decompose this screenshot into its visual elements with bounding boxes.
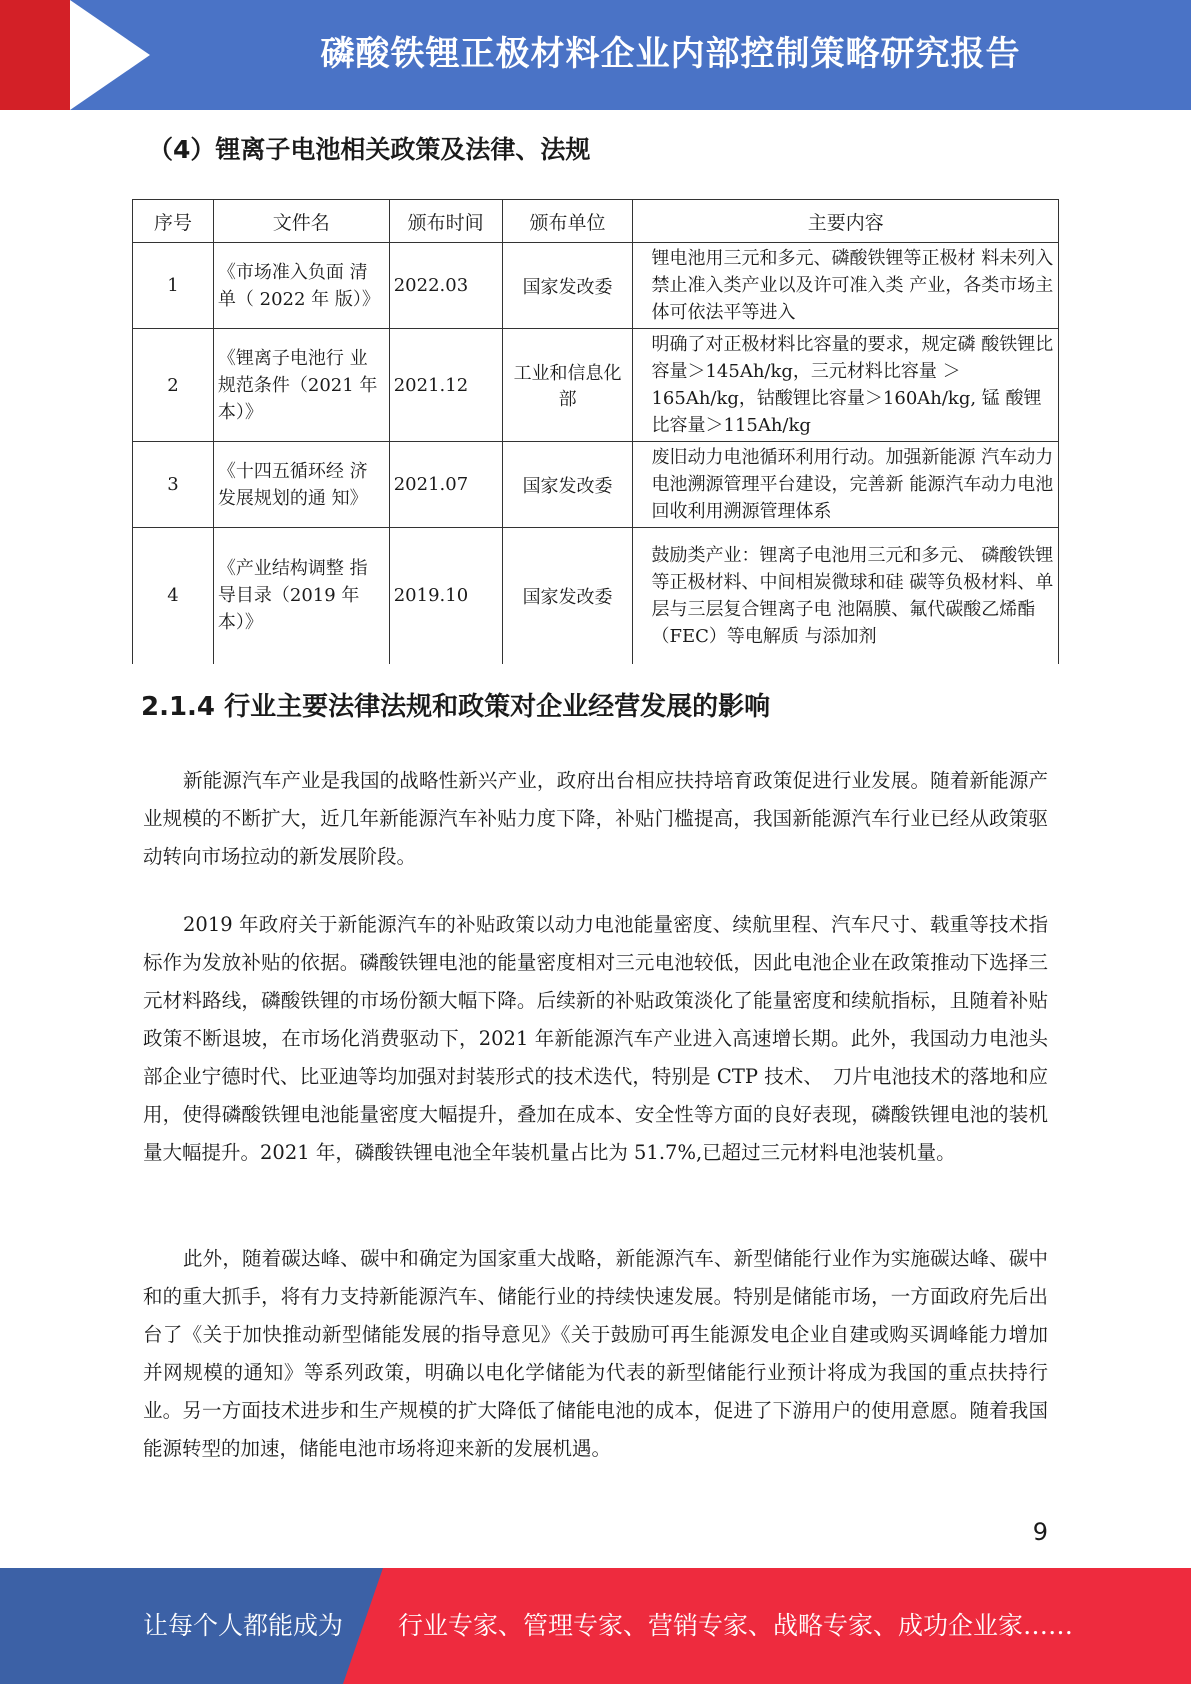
table-row [133, 442, 1059, 528]
col-header-issuer: 颁布单位 [502, 200, 633, 243]
row-name: 《锂离子电池行 业规范条件（2021 年本）》 [213, 329, 389, 442]
row-content: 鼓励类产业：锂离子电池用三元和多元、 磷酸铁锂等正极材料、中间相炭微球和硅 碳等负极材料、单层与三层复合锂离子电 池隔膜、氟代碳酸乙烯酯（FEC）等电解质 与添加剂 [633, 528, 1059, 664]
header-banner [0, 0, 1191, 110]
table-row [133, 329, 1059, 442]
footer-banner [0, 1568, 1191, 1684]
page-number: 9 [1032, 1518, 1048, 1546]
report-title: 磷酸铁锂正极材料企业内部控制策略研究报告 [320, 34, 1021, 74]
header-chevron-icon [70, 0, 150, 110]
row-name: 《产业结构调整 指导目录（2019 年本）》 [213, 528, 389, 664]
row-issuer: 国家发改委 [502, 528, 633, 664]
paragraph-2: 2019 年政府关于新能源汽车的补贴政策以动力电池能量密度、续航里程、汽车尺寸、载重等技术指标作为发放补贴的依据。磷酸铁锂电池的能量密度相对三元电池较低，因此电池企业在政策推动下选择三元材料路线，磷酸铁锂的市场份额大幅下降。后续新的补贴政策淡化了能量密度和续航指标，且随着补贴政策不断退坡，在市场化消费驱动下，2021 年新能源汽车产业进入高速增长期。此外，我国动力电池头部企业宁德时代、比亚迪等均加强对封装形式的技术迭代，特别是 CTP 技术、 刀片电池技术的落地和应用，使得磷酸铁锂电池能量密度大幅提升，叠加在成本、安全性等方面的良好表现，磷酸铁锂电池的装机量大幅提升。2021 年，磷酸铁锂电池全年装机量占比为 51.7%,已超过三元材料电池装机量。 [143, 913, 1048, 1164]
subsection-heading: 2.1.4 行业主要法律法规和政策对企业经营发展的影响 [141, 692, 771, 722]
col-header-content: 主要内容 [633, 200, 1059, 243]
col-header-date: 颁布时间 [389, 200, 502, 243]
paragraph-3: 此外，随着碳达峰、碳中和确定为国家重大战略，新能源汽车、新型储能行业作为实施碳达峰、碳中和的重大抓手，将有力支持新能源汽车、储能行业的持续快速发展。特别是储能市场，一方面政府先后出台了《关于加快推动新型储能发展的指导意见》《关于鼓励可再生能源发电企业自建或购买调峰能力增加并网规模的通知》等系列政策，明确以电化学储能为代表的新型储能行业预计将成为我国的重点扶持行业。另一方面技术进步和生产规模的扩大降低了储能电池的成本，促进了下游用户的使用意愿。随着我国能源转型的加速，储能电池市场将迎来新的发展机遇。 [143, 1247, 1048, 1460]
footer-slogan-right: 行业专家、管理专家、营销专家、战略专家、成功企业家…… [398, 1611, 1074, 1640]
row-name: 《市场准入负面 清单（ 2022 年 版）》 [213, 243, 389, 329]
section-heading: （4）锂离子电池相关政策及法律、法规 [148, 135, 591, 164]
policy-table [132, 199, 1059, 664]
row-issuer: 工业和信息化部 [502, 329, 633, 442]
row-date: 2021.12 [389, 329, 502, 442]
footer-slant-shape [343, 1568, 383, 1684]
row-issuer: 国家发改委 [502, 243, 633, 329]
row-no: 1 [133, 243, 214, 329]
row-content: 明确了对正极材料比容量的要求，规定磷 酸铁锂比容量＞145Ah/kg，三元材料比容量 ＞165Ah/kg，钴酸锂比容量＞160Ah/kg, 锰 酸锂比容量＞115Ah/kg [633, 329, 1059, 442]
footer-slogan-left: 让每个人都能成为 [143, 1611, 344, 1640]
row-date: 2019.10 [389, 528, 502, 664]
row-date: 2022.03 [389, 243, 502, 329]
table-row [133, 243, 1059, 329]
row-no: 4 [133, 528, 214, 664]
row-name: 《十四五循环经 济发展规划的通 知》 [213, 442, 389, 528]
table-header-row [133, 200, 1059, 243]
row-no: 3 [133, 442, 214, 528]
row-date: 2021.07 [389, 442, 502, 528]
col-header-name: 文件名 [213, 200, 389, 243]
row-content: 废旧动力电池循环利用行动。加强新能源 汽车动力电池溯源管理平台建设，完善新 能源汽车动力电池回收利用溯源管理体系 [633, 442, 1059, 528]
header-red-arrow-icon [0, 0, 65, 110]
paragraph-1: 新能源汽车产业是我国的战略性新兴产业，政府出台相应扶持培育政策促进行业发展。随着新能源产业规模的不断扩大，近几年新能源汽车补贴力度下降，补贴门槛提高，我国新能源汽车行业已经从政策驱动转向市场拉动的新发展阶段。 [143, 769, 1048, 868]
row-no: 2 [133, 329, 214, 442]
row-content: 锂电池用三元和多元、磷酸铁锂等正极材 料未列入禁止准入类产业以及许可准入类 产业，各类市场主体可依法平等进入 [633, 243, 1059, 329]
table-row [133, 528, 1059, 664]
col-header-no: 序号 [133, 200, 214, 243]
row-issuer: 国家发改委 [502, 442, 633, 528]
